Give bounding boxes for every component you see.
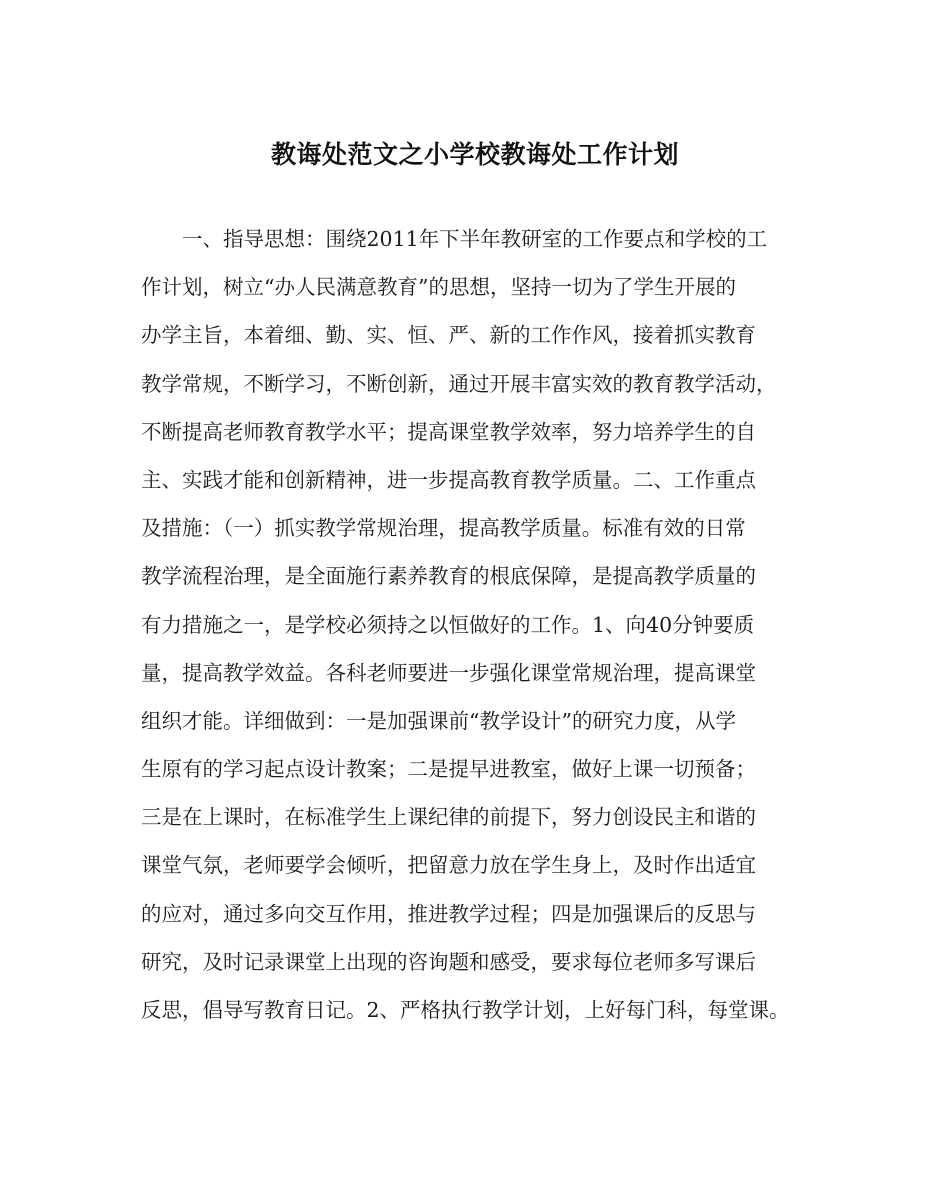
text-line: 量，提高教学效益。各科老师要进一步强化课堂常规治理，提高课堂 bbox=[141, 660, 756, 685]
body-paragraph bbox=[141, 224, 831, 1043]
text-line: 作计划，树立“办人民满意教育”的思想，坚持一切为了学生开展的 bbox=[141, 275, 736, 300]
page-title: 教诲处范文之小学校教诲处工作计划 bbox=[270, 140, 679, 169]
text-line: 主、实践才能和创新精神，进一步提高教育教学质量。二、工作重点 bbox=[141, 467, 756, 492]
text-line: 的应对，通过多向交互作用，推进教学过程；四是加强课后的反思与 bbox=[141, 901, 756, 926]
text-line: 三是在上课时，在标准学生上课纪律的前提下，努力创设民主和谐的 bbox=[141, 805, 756, 830]
text-line: 一、指导思想：围绕2011年下半年教研室的工作要点和学校的工 bbox=[182, 227, 768, 251]
text-line: 不断提高老师教育教学水平；提高课堂教学效率，努力培养学生的自 bbox=[141, 419, 756, 444]
text-line: 及措施：（一）抓实教学常规治理，提高教学质量。标准有效的日常 bbox=[141, 516, 746, 541]
text-line: 有力措施之一，是学校必须持之以恒做好的工作。1、向40分钟要质 bbox=[141, 612, 755, 637]
text-line: 反思，倡导写教育日记。2、严格执行教学计划，上好每门科，每堂课。 bbox=[141, 998, 790, 1022]
text-line: 办学主旨，本着细、勤、实、恒、严、新的工作作风，接着抓实教育 bbox=[141, 323, 756, 348]
text-line: 研究，及时记录课堂上出现的咨询题和感受，要求每位老师多写课后 bbox=[141, 949, 756, 974]
text-line: 生原有的学习起点设计教案；二是提早进教室，做好上课一切预备； bbox=[141, 757, 756, 782]
text-line: 组织才能。详细做到：一是加强课前“教学设计”的研究力度，从学 bbox=[141, 708, 736, 733]
text-line: 教学常规，不断学习，不断创新，通过开展丰富实效的教育教学活动， bbox=[141, 371, 777, 396]
text-line: 课堂气氛，老师要学会倾听，把留意力放在学生身上，及时作出适宜 bbox=[141, 853, 756, 878]
text-line: 教学流程治理，是全面施行素养教育的根底保障，是提高教学质量的 bbox=[141, 564, 756, 589]
